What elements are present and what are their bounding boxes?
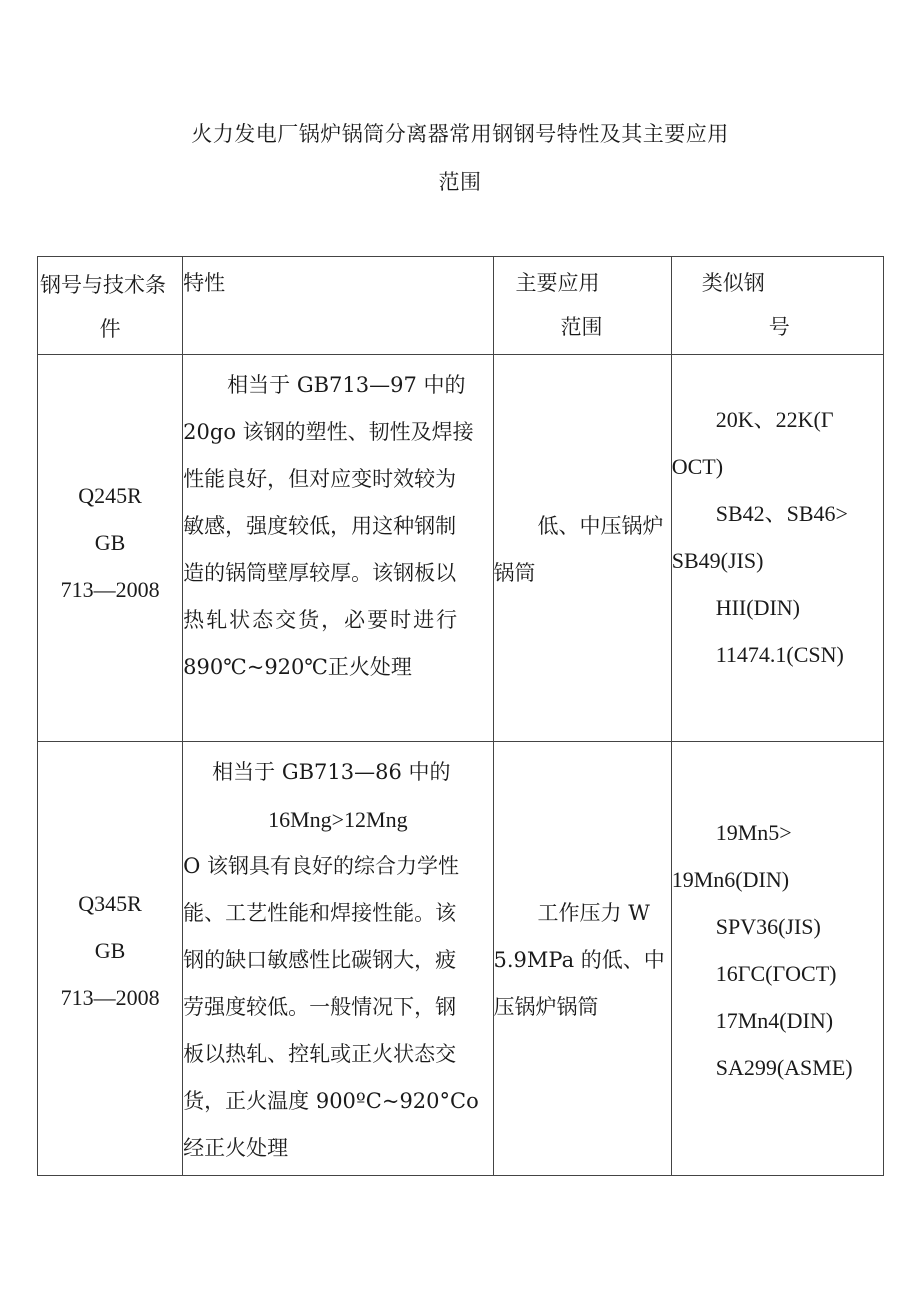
- similar-grade: SB49(JIS): [671, 548, 764, 573]
- similar-grade: 19Mn6(DIN): [671, 867, 790, 892]
- steel-grade-table: [37, 256, 884, 1176]
- similar-grade: 11474.1(CSN): [715, 642, 844, 667]
- properties-line: 板以热轧、控轧或正火状态交: [183, 1042, 457, 1066]
- similar-grade: SA299(ASME): [715, 1055, 853, 1080]
- application-line: 低、中压锅炉: [537, 514, 664, 538]
- grade-standard-number: 713—2008: [60, 577, 160, 602]
- properties-line: 货，正火温度 900ºC~920°Co: [183, 1089, 479, 1113]
- header-grade-label-cont: 件: [99, 317, 121, 341]
- header-similar-label: 类似钢: [701, 271, 765, 295]
- grade-standard: GB: [94, 938, 126, 963]
- header-properties-cell: [183, 257, 493, 355]
- grade-cell: [38, 742, 183, 1176]
- application-line: 压锅炉锅筒: [493, 995, 599, 1019]
- properties-line: 热轧状态交货，必要时进行: [183, 608, 460, 632]
- properties-line: 敏感，强度较低，用这种钢制: [183, 514, 457, 538]
- table-header-row: [38, 257, 884, 355]
- similar-grade: SB42、SB46>: [715, 501, 848, 526]
- properties-line: 20go 该钢的塑性、韧性及焊接: [183, 420, 474, 444]
- table-row: [38, 742, 884, 1176]
- header-grade-cell: [38, 257, 183, 355]
- properties-line: 16Mng>12Mng: [268, 807, 408, 832]
- header-similar-cell: [671, 257, 883, 355]
- header-application-label-cont: 范围: [560, 315, 603, 339]
- properties-line: 相当于 GB713—86 中的: [212, 760, 451, 784]
- similar-grade: 20K、22K(Γ: [715, 407, 834, 432]
- properties-line: 经正火处理: [183, 1136, 289, 1160]
- grade-cell: [38, 355, 183, 742]
- similar-grades-cell: [671, 355, 883, 742]
- similar-grade: 17Mn4(DIN): [715, 1008, 834, 1033]
- header-application-label: 主要应用: [515, 271, 600, 295]
- properties-line: O 该钢具有良好的综合力学性: [183, 854, 460, 878]
- properties-line: 造的锅筒壁厚较厚。该钢板以: [183, 561, 457, 585]
- similar-grades-cell: [671, 742, 883, 1176]
- table-row: [38, 355, 884, 742]
- application-cell: [493, 355, 671, 742]
- grade-standard: GB: [94, 530, 126, 555]
- grade-name: Q245R: [78, 483, 142, 508]
- application-cell: [493, 742, 671, 1176]
- properties-line: 890℃~920℃正火处理: [183, 655, 412, 679]
- similar-grade: 16ΓC(ΓOCT): [715, 961, 837, 986]
- document-title-continued: 范围: [438, 170, 482, 194]
- properties-line: 能、工艺性能和焊接性能。该: [183, 901, 457, 925]
- properties-line: 相当于 GB713—97 中的: [227, 373, 466, 397]
- similar-grade: HII(DIN): [715, 595, 801, 620]
- header-grade-label: 钢号与技术条: [40, 273, 166, 297]
- properties-line: 钢的缺口敏感性比碳钢大，疲: [183, 948, 457, 972]
- document-title: 火力发电厂锅炉锅筒分离器常用钢钢号特性及其主要应用: [191, 122, 729, 146]
- header-application-cell: [493, 257, 671, 355]
- properties-line: 劳强度较低。一般情况下，钢: [183, 995, 457, 1019]
- similar-grade: 19Mn5>: [715, 820, 792, 845]
- similar-grade: SPV36(JIS): [715, 914, 821, 939]
- grade-name: Q345R: [78, 891, 142, 916]
- properties-cell: [183, 355, 493, 742]
- properties-cell: [183, 742, 493, 1176]
- application-line: 5.9MPa 的低、中: [493, 948, 665, 972]
- application-line: 工作压力 W: [537, 901, 650, 925]
- grade-standard-number: 713—2008: [60, 985, 160, 1010]
- header-properties-label: 特性: [183, 271, 226, 295]
- header-similar-label-cont: 号: [768, 315, 790, 339]
- application-line: 锅筒: [493, 561, 536, 585]
- similar-grade: OCT): [671, 454, 724, 479]
- properties-line: 性能良好，但对应变时效较为: [183, 467, 457, 491]
